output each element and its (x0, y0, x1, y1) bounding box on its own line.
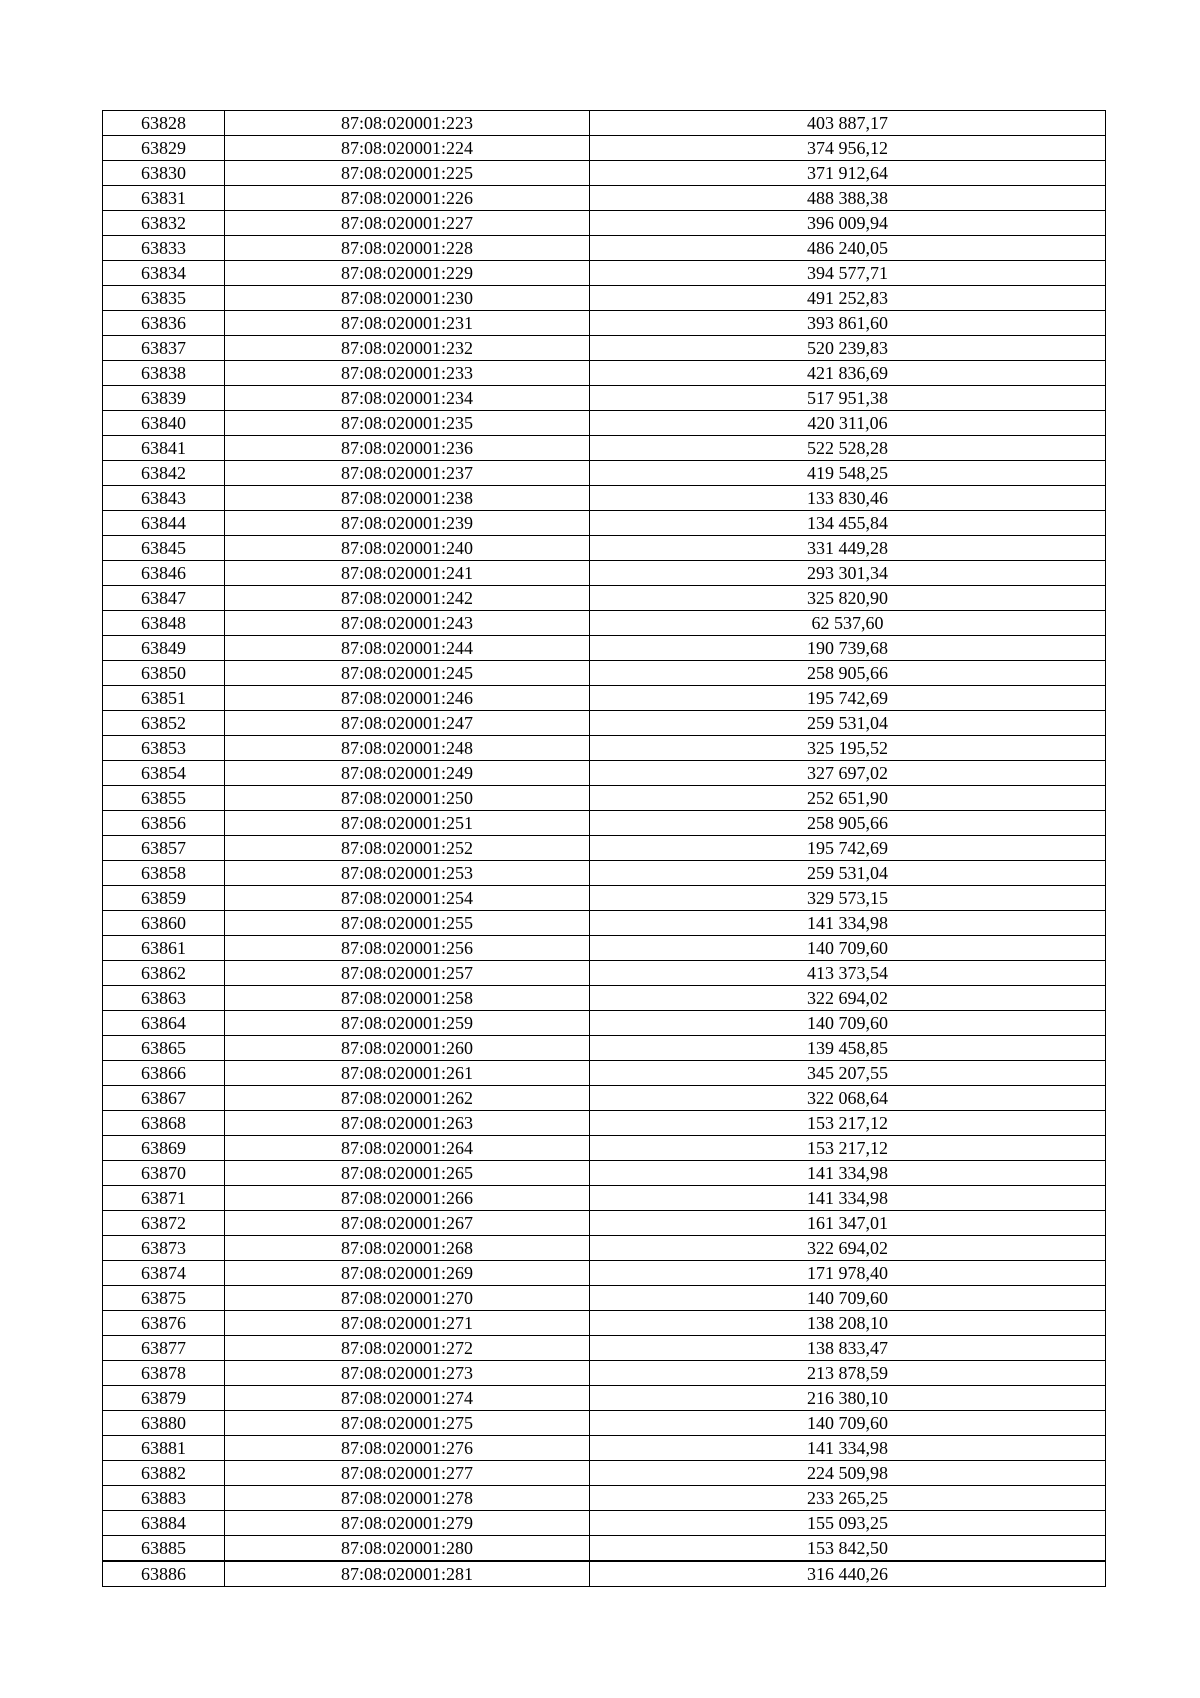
row-number-cell: 63868 (103, 1111, 225, 1136)
value-cell: 322 694,02 (590, 986, 1106, 1011)
row-number-cell: 63839 (103, 386, 225, 411)
value-cell: 393 861,60 (590, 311, 1106, 336)
row-number-cell: 63840 (103, 411, 225, 436)
row-number-cell: 63851 (103, 686, 225, 711)
value-cell: 491 252,83 (590, 286, 1106, 311)
value-cell: 486 240,05 (590, 236, 1106, 261)
row-number-cell: 63841 (103, 436, 225, 461)
value-cell: 140 709,60 (590, 1286, 1106, 1311)
row-number-cell: 63832 (103, 211, 225, 236)
cadastral-number-cell: 87:08:020001:277 (225, 1461, 590, 1486)
value-cell: 322 068,64 (590, 1086, 1106, 1111)
table-row (103, 536, 1106, 561)
cadastral-number-cell: 87:08:020001:249 (225, 761, 590, 786)
cadastral-number-cell: 87:08:020001:253 (225, 861, 590, 886)
table-row (103, 811, 1106, 836)
table-row (103, 861, 1106, 886)
cadastral-number-cell: 87:08:020001:238 (225, 486, 590, 511)
table-row (103, 1261, 1106, 1286)
value-cell: 153 842,50 (590, 1536, 1106, 1562)
value-cell: 224 509,98 (590, 1461, 1106, 1486)
value-cell: 140 709,60 (590, 1411, 1106, 1436)
cadastral-number-cell: 87:08:020001:242 (225, 586, 590, 611)
row-number-cell: 63878 (103, 1361, 225, 1386)
row-number-cell: 63880 (103, 1411, 225, 1436)
cadastral-number-cell: 87:08:020001:228 (225, 236, 590, 261)
value-cell: 195 742,69 (590, 686, 1106, 711)
table-row (103, 411, 1106, 436)
value-cell: 138 833,47 (590, 1336, 1106, 1361)
value-cell: 316 440,26 (590, 1561, 1106, 1587)
cadastral-number-cell: 87:08:020001:279 (225, 1511, 590, 1536)
row-number-cell: 63842 (103, 461, 225, 486)
value-cell: 419 548,25 (590, 461, 1106, 486)
table-row (103, 661, 1106, 686)
table-row (103, 386, 1106, 411)
table-row (103, 1461, 1106, 1486)
value-cell: 259 531,04 (590, 861, 1106, 886)
cadastral-number-cell: 87:08:020001:234 (225, 386, 590, 411)
table-row (103, 761, 1106, 786)
cadastral-number-cell: 87:08:020001:265 (225, 1161, 590, 1186)
cadastral-number-cell: 87:08:020001:244 (225, 636, 590, 661)
table-row (103, 461, 1106, 486)
row-number-cell: 63884 (103, 1511, 225, 1536)
row-number-cell: 63857 (103, 836, 225, 861)
cadastral-number-cell: 87:08:020001:264 (225, 1136, 590, 1161)
value-cell: 258 905,66 (590, 811, 1106, 836)
cadastral-number-cell: 87:08:020001:233 (225, 361, 590, 386)
table-row (103, 1536, 1106, 1562)
table-row (103, 1286, 1106, 1311)
row-number-cell: 63847 (103, 586, 225, 611)
cadastral-number-cell: 87:08:020001:262 (225, 1086, 590, 1111)
row-number-cell: 63883 (103, 1486, 225, 1511)
value-cell: 62 537,60 (590, 611, 1106, 636)
row-number-cell: 63838 (103, 361, 225, 386)
row-number-cell: 63863 (103, 986, 225, 1011)
value-cell: 413 373,54 (590, 961, 1106, 986)
cadastral-number-cell: 87:08:020001:225 (225, 161, 590, 186)
table-row (103, 211, 1106, 236)
cadastral-number-cell: 87:08:020001:254 (225, 886, 590, 911)
value-cell: 421 836,69 (590, 361, 1106, 386)
row-number-cell: 63836 (103, 311, 225, 336)
cadastral-number-cell: 87:08:020001:247 (225, 711, 590, 736)
table-row (103, 911, 1106, 936)
value-cell: 374 956,12 (590, 136, 1106, 161)
value-cell: 325 195,52 (590, 736, 1106, 761)
table-row (103, 361, 1106, 386)
cadastral-number-cell: 87:08:020001:226 (225, 186, 590, 211)
table-row (103, 1386, 1106, 1411)
table-row (103, 1186, 1106, 1211)
value-cell: 252 651,90 (590, 786, 1106, 811)
row-number-cell: 63834 (103, 261, 225, 286)
table-row (103, 511, 1106, 536)
table-row (103, 1336, 1106, 1361)
table-body (103, 111, 1106, 1587)
cadastral-number-cell: 87:08:020001:281 (225, 1561, 590, 1587)
value-cell: 141 334,98 (590, 1186, 1106, 1211)
row-number-cell: 63859 (103, 886, 225, 911)
table-row (103, 1561, 1106, 1587)
row-number-cell: 63862 (103, 961, 225, 986)
value-cell: 195 742,69 (590, 836, 1106, 861)
table-row (103, 1411, 1106, 1436)
cadastral-number-cell: 87:08:020001:273 (225, 1361, 590, 1386)
table-row (103, 1486, 1106, 1511)
cadastral-number-cell: 87:08:020001:268 (225, 1236, 590, 1261)
row-number-cell: 63831 (103, 186, 225, 211)
cadastral-number-cell: 87:08:020001:248 (225, 736, 590, 761)
table-row (103, 886, 1106, 911)
row-number-cell: 63849 (103, 636, 225, 661)
cadastral-number-cell: 87:08:020001:276 (225, 1436, 590, 1461)
table-row (103, 1111, 1106, 1136)
value-cell: 139 458,85 (590, 1036, 1106, 1061)
row-number-cell: 63850 (103, 661, 225, 686)
table-row (103, 836, 1106, 861)
row-number-cell: 63869 (103, 1136, 225, 1161)
table-row (103, 1086, 1106, 1111)
cadastral-number-cell: 87:08:020001:229 (225, 261, 590, 286)
value-cell: 517 951,38 (590, 386, 1106, 411)
cadastral-number-cell: 87:08:020001:260 (225, 1036, 590, 1061)
value-cell: 258 905,66 (590, 661, 1106, 686)
table-row (103, 1011, 1106, 1036)
row-number-cell: 63858 (103, 861, 225, 886)
data-table (102, 110, 1106, 1587)
cadastral-number-cell: 87:08:020001:239 (225, 511, 590, 536)
row-number-cell: 63829 (103, 136, 225, 161)
value-cell: 141 334,98 (590, 1161, 1106, 1186)
table-row (103, 611, 1106, 636)
cadastral-number-cell: 87:08:020001:261 (225, 1061, 590, 1086)
table-row (103, 1161, 1106, 1186)
row-number-cell: 63846 (103, 561, 225, 586)
table-row (103, 936, 1106, 961)
cadastral-number-cell: 87:08:020001:256 (225, 936, 590, 961)
table-row (103, 161, 1106, 186)
cadastral-number-cell: 87:08:020001:231 (225, 311, 590, 336)
cadastral-number-cell: 87:08:020001:240 (225, 536, 590, 561)
table-row (103, 286, 1106, 311)
table-row (103, 786, 1106, 811)
row-number-cell: 63886 (103, 1561, 225, 1587)
row-number-cell: 63866 (103, 1061, 225, 1086)
row-number-cell: 63856 (103, 811, 225, 836)
table-row (103, 1361, 1106, 1386)
cadastral-number-cell: 87:08:020001:267 (225, 1211, 590, 1236)
cadastral-number-cell: 87:08:020001:232 (225, 336, 590, 361)
row-number-cell: 63845 (103, 536, 225, 561)
cadastral-number-cell: 87:08:020001:274 (225, 1386, 590, 1411)
table-row (103, 711, 1106, 736)
table-row (103, 1311, 1106, 1336)
value-cell: 371 912,64 (590, 161, 1106, 186)
row-number-cell: 63865 (103, 1036, 225, 1061)
value-cell: 153 217,12 (590, 1111, 1106, 1136)
cadastral-number-cell: 87:08:020001:236 (225, 436, 590, 461)
table-row (103, 486, 1106, 511)
row-number-cell: 63864 (103, 1011, 225, 1036)
row-number-cell: 63867 (103, 1086, 225, 1111)
table-row (103, 1211, 1106, 1236)
value-cell: 171 978,40 (590, 1261, 1106, 1286)
value-cell: 293 301,34 (590, 561, 1106, 586)
table-row (103, 561, 1106, 586)
value-cell: 325 820,90 (590, 586, 1106, 611)
value-cell: 190 739,68 (590, 636, 1106, 661)
value-cell: 520 239,83 (590, 336, 1106, 361)
value-cell: 133 830,46 (590, 486, 1106, 511)
value-cell: 140 709,60 (590, 1011, 1106, 1036)
cadastral-number-cell: 87:08:020001:251 (225, 811, 590, 836)
table-row (103, 311, 1106, 336)
cadastral-number-cell: 87:08:020001:266 (225, 1186, 590, 1211)
value-cell: 403 887,17 (590, 111, 1106, 136)
row-number-cell: 63874 (103, 1261, 225, 1286)
row-number-cell: 63833 (103, 236, 225, 261)
row-number-cell: 63828 (103, 111, 225, 136)
cadastral-number-cell: 87:08:020001:250 (225, 786, 590, 811)
row-number-cell: 63875 (103, 1286, 225, 1311)
value-cell: 140 709,60 (590, 936, 1106, 961)
cadastral-number-cell: 87:08:020001:271 (225, 1311, 590, 1336)
row-number-cell: 63844 (103, 511, 225, 536)
value-cell: 141 334,98 (590, 911, 1106, 936)
cadastral-number-cell: 87:08:020001:280 (225, 1536, 590, 1562)
value-cell: 327 697,02 (590, 761, 1106, 786)
cadastral-number-cell: 87:08:020001:235 (225, 411, 590, 436)
value-cell: 345 207,55 (590, 1061, 1106, 1086)
table-row (103, 136, 1106, 161)
cadastral-number-cell: 87:08:020001:227 (225, 211, 590, 236)
row-number-cell: 63873 (103, 1236, 225, 1261)
table-row (103, 1436, 1106, 1461)
table-row (103, 336, 1106, 361)
row-number-cell: 63835 (103, 286, 225, 311)
cadastral-number-cell: 87:08:020001:230 (225, 286, 590, 311)
table-row (103, 436, 1106, 461)
row-number-cell: 63837 (103, 336, 225, 361)
table-row (103, 1136, 1106, 1161)
cadastral-number-cell: 87:08:020001:258 (225, 986, 590, 1011)
row-number-cell: 63853 (103, 736, 225, 761)
value-cell: 394 577,71 (590, 261, 1106, 286)
value-cell: 141 334,98 (590, 1436, 1106, 1461)
value-cell: 522 528,28 (590, 436, 1106, 461)
table-row (103, 111, 1106, 136)
table-row (103, 1236, 1106, 1261)
value-cell: 331 449,28 (590, 536, 1106, 561)
value-cell: 153 217,12 (590, 1136, 1106, 1161)
cadastral-number-cell: 87:08:020001:259 (225, 1011, 590, 1036)
table-row (103, 261, 1106, 286)
cadastral-number-cell: 87:08:020001:257 (225, 961, 590, 986)
row-number-cell: 63872 (103, 1211, 225, 1236)
cadastral-number-cell: 87:08:020001:270 (225, 1286, 590, 1311)
table-row (103, 1511, 1106, 1536)
table-row (103, 636, 1106, 661)
cadastral-number-cell: 87:08:020001:263 (225, 1111, 590, 1136)
value-cell: 396 009,94 (590, 211, 1106, 236)
row-number-cell: 63830 (103, 161, 225, 186)
value-cell: 233 265,25 (590, 1486, 1106, 1511)
cadastral-number-cell: 87:08:020001:246 (225, 686, 590, 711)
row-number-cell: 63860 (103, 911, 225, 936)
table-row (103, 1036, 1106, 1061)
table-row (103, 236, 1106, 261)
table-row (103, 961, 1106, 986)
value-cell: 134 455,84 (590, 511, 1106, 536)
cadastral-number-cell: 87:08:020001:255 (225, 911, 590, 936)
cadastral-number-cell: 87:08:020001:272 (225, 1336, 590, 1361)
row-number-cell: 63852 (103, 711, 225, 736)
row-number-cell: 63871 (103, 1186, 225, 1211)
value-cell: 213 878,59 (590, 1361, 1106, 1386)
table-row (103, 1061, 1106, 1086)
cadastral-number-cell: 87:08:020001:223 (225, 111, 590, 136)
row-number-cell: 63861 (103, 936, 225, 961)
value-cell: 138 208,10 (590, 1311, 1106, 1336)
row-number-cell: 63885 (103, 1536, 225, 1562)
table-row (103, 686, 1106, 711)
table-row (103, 736, 1106, 761)
cadastral-number-cell: 87:08:020001:224 (225, 136, 590, 161)
row-number-cell: 63843 (103, 486, 225, 511)
cadastral-number-cell: 87:08:020001:252 (225, 836, 590, 861)
value-cell: 322 694,02 (590, 1236, 1106, 1261)
row-number-cell: 63855 (103, 786, 225, 811)
table-row (103, 586, 1106, 611)
cadastral-number-cell: 87:08:020001:241 (225, 561, 590, 586)
value-cell: 161 347,01 (590, 1211, 1106, 1236)
cadastral-number-cell: 87:08:020001:278 (225, 1486, 590, 1511)
value-cell: 259 531,04 (590, 711, 1106, 736)
row-number-cell: 63870 (103, 1161, 225, 1186)
value-cell: 329 573,15 (590, 886, 1106, 911)
value-cell: 216 380,10 (590, 1386, 1106, 1411)
cadastral-number-cell: 87:08:020001:269 (225, 1261, 590, 1286)
row-number-cell: 63882 (103, 1461, 225, 1486)
cadastral-number-cell: 87:08:020001:275 (225, 1411, 590, 1436)
cadastral-number-cell: 87:08:020001:237 (225, 461, 590, 486)
row-number-cell: 63876 (103, 1311, 225, 1336)
cadastral-number-cell: 87:08:020001:243 (225, 611, 590, 636)
value-cell: 420 311,06 (590, 411, 1106, 436)
row-number-cell: 63877 (103, 1336, 225, 1361)
value-cell: 155 093,25 (590, 1511, 1106, 1536)
value-cell: 488 388,38 (590, 186, 1106, 211)
row-number-cell: 63854 (103, 761, 225, 786)
row-number-cell: 63879 (103, 1386, 225, 1411)
table-row (103, 186, 1106, 211)
row-number-cell: 63848 (103, 611, 225, 636)
table-row (103, 986, 1106, 1011)
row-number-cell: 63881 (103, 1436, 225, 1461)
cadastral-number-cell: 87:08:020001:245 (225, 661, 590, 686)
